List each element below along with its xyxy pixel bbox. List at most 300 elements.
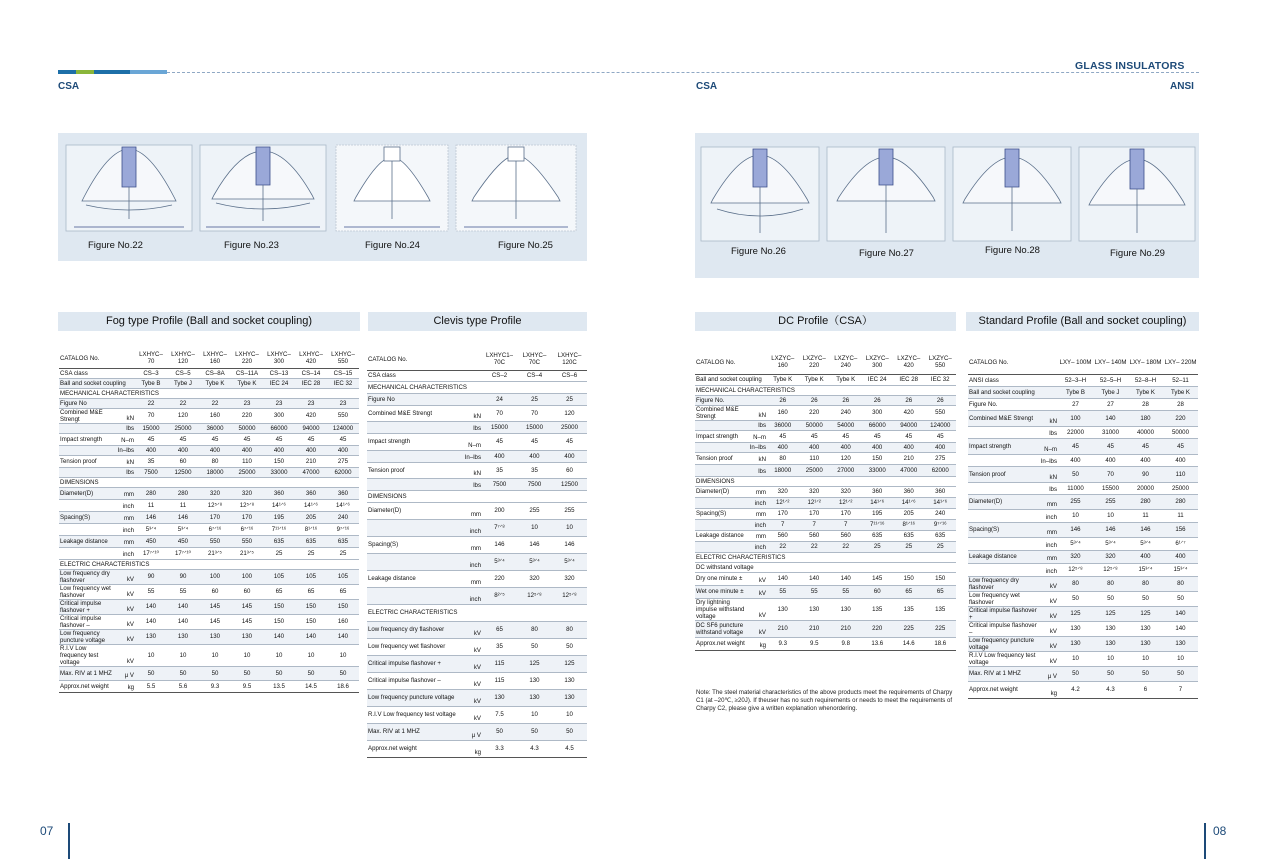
figure-caption: Figure No.28 bbox=[985, 245, 1040, 256]
table-cell: 150 bbox=[925, 572, 957, 585]
table-cell: 23 bbox=[295, 398, 327, 408]
table-cell: 22 bbox=[830, 541, 862, 552]
table-row bbox=[367, 478, 587, 490]
table-row bbox=[695, 572, 956, 585]
table-cell: 25 bbox=[263, 547, 295, 559]
table-row bbox=[59, 487, 359, 499]
row-label bbox=[695, 598, 767, 620]
table-cell: 140 bbox=[1163, 621, 1198, 636]
row-label-text: R.I.V Low frequency test voltage bbox=[969, 651, 1036, 666]
table-cell: 12⁵ᐟ⁸ bbox=[517, 587, 552, 604]
table-cell: 54000 bbox=[830, 420, 862, 430]
table-cell: 130 bbox=[517, 672, 552, 689]
unit-label: μ V bbox=[124, 671, 134, 679]
table-cell: IEC 32 bbox=[327, 378, 359, 388]
table-cell: 47000 bbox=[295, 467, 327, 477]
table-cell: 26 bbox=[830, 395, 862, 405]
table-row bbox=[695, 352, 956, 374]
table-cell: 50000 bbox=[231, 423, 263, 433]
row-label-text: Critical impulse flashover + bbox=[60, 599, 102, 614]
unit-label: kN bbox=[473, 412, 481, 420]
table-cell: 400 bbox=[799, 442, 831, 452]
table-cell: 26 bbox=[893, 395, 925, 405]
unit-label: lbs bbox=[126, 468, 134, 476]
table-row bbox=[59, 523, 359, 535]
table-cell: 25 bbox=[552, 393, 587, 405]
unit-label: kV bbox=[1049, 582, 1057, 590]
table-cell: 65 bbox=[295, 584, 327, 599]
table-row bbox=[367, 433, 587, 450]
table-cell: 360 bbox=[263, 487, 295, 499]
table-cell: 400 bbox=[1163, 550, 1198, 563]
table-cell: 400 bbox=[1128, 454, 1163, 466]
row-label bbox=[695, 405, 767, 420]
row-label bbox=[59, 433, 135, 445]
table-cell: 14¹ᐟ⁶ bbox=[295, 499, 327, 511]
table-cell: 400 bbox=[199, 445, 231, 455]
table-row bbox=[367, 706, 587, 723]
table-row bbox=[695, 530, 956, 541]
table-cell: Tybe J bbox=[167, 378, 199, 388]
column-header: LXHYC– 120 bbox=[167, 350, 199, 368]
table-cell: Tybe B bbox=[135, 378, 167, 388]
table-cell: 115 bbox=[482, 655, 517, 672]
table-cell: 50 bbox=[482, 723, 517, 740]
row-label-text: CATALOG No. bbox=[60, 354, 100, 362]
row-label-text: Combined M&E Strengt bbox=[368, 409, 433, 417]
table-cell: 130 bbox=[167, 629, 199, 644]
unit-label: kV bbox=[473, 646, 481, 654]
row-label bbox=[968, 386, 1058, 398]
table-row bbox=[59, 388, 359, 398]
table-cell: 9.8 bbox=[830, 637, 862, 650]
table-cell: CS–11A bbox=[231, 368, 263, 378]
table-cell: 22 bbox=[799, 541, 831, 552]
table-cell: 21³ᐟ⁵ bbox=[199, 547, 231, 559]
unit-label: kV bbox=[126, 657, 134, 665]
table-row bbox=[367, 350, 587, 370]
table-cell: 170 bbox=[830, 508, 862, 519]
table-cell: 80 bbox=[1058, 576, 1093, 591]
unit-label: kV bbox=[473, 697, 481, 705]
unit-label: inch bbox=[469, 595, 481, 603]
table-cell: 450 bbox=[167, 535, 199, 547]
table-cell: 10 bbox=[517, 706, 552, 723]
row-label-text: Figure No bbox=[368, 395, 395, 403]
row-label bbox=[367, 478, 482, 490]
row-label-text: Impact strength bbox=[60, 435, 102, 443]
row-label-text: Low frequency puncture voltage bbox=[969, 636, 1035, 651]
table-row bbox=[695, 620, 956, 637]
row-label-text: Impact strength bbox=[368, 438, 410, 445]
row-label bbox=[367, 433, 482, 450]
table-cell: 12⁵ᐟ⁸ bbox=[552, 587, 587, 604]
table-cell: 66000 bbox=[263, 423, 295, 433]
table-cell: 400 bbox=[1093, 454, 1128, 466]
row-label-text: Low frequency puncture voltage bbox=[60, 629, 106, 644]
table-cell: 18000 bbox=[199, 467, 231, 477]
table-cell: 9.5 bbox=[799, 637, 831, 650]
table-cell: 10 bbox=[1128, 651, 1163, 666]
table-row bbox=[695, 385, 956, 395]
table-cell: 135 bbox=[893, 598, 925, 620]
table-cell: 14¹ᐟ⁶ bbox=[862, 497, 894, 508]
row-label bbox=[59, 614, 135, 629]
table-cell: 90 bbox=[135, 569, 167, 584]
row-label bbox=[59, 467, 135, 477]
table-cell: 65 bbox=[482, 621, 517, 638]
table-cell: 45 bbox=[167, 433, 199, 445]
row-label bbox=[367, 706, 482, 723]
row-label bbox=[367, 638, 482, 655]
table-cell: 9.3 bbox=[199, 680, 231, 692]
table-cell: 7 bbox=[799, 519, 831, 530]
unit-label: inch bbox=[469, 561, 481, 569]
table-cell: 23 bbox=[263, 398, 295, 408]
table-cell: 50 bbox=[1058, 466, 1093, 482]
table-cell: 52–3–H bbox=[1058, 374, 1093, 386]
table-row bbox=[59, 584, 359, 599]
row-label bbox=[59, 378, 135, 388]
table-cell: 10 bbox=[231, 644, 263, 666]
standard-profile-title: Standard Profile (Ball and socket coupling) bbox=[966, 312, 1199, 331]
unit-label: inch bbox=[754, 543, 766, 551]
table-cell: 45 bbox=[1093, 438, 1128, 454]
table-cell: 6⁷ᐟ¹⁶ bbox=[199, 523, 231, 535]
unit-label: kg bbox=[759, 641, 766, 649]
row-label bbox=[968, 576, 1058, 591]
table-cell: 170 bbox=[767, 508, 799, 519]
table-cell: 280 bbox=[167, 487, 199, 499]
row-label-text: Figure No bbox=[60, 399, 87, 407]
table-cell: 125 bbox=[552, 655, 587, 672]
table-cell: 14¹ᐟ⁶ bbox=[925, 497, 957, 508]
unit-label: kV bbox=[758, 611, 766, 619]
table-row bbox=[367, 462, 587, 478]
row-label-text: R.I.V Low frequency test voltage bbox=[60, 644, 99, 666]
table-cell: 420 bbox=[295, 408, 327, 423]
row-label bbox=[59, 547, 135, 559]
row-label-text: Diameter(D) bbox=[368, 507, 402, 514]
table-cell: 400 bbox=[135, 445, 167, 455]
row-label bbox=[968, 651, 1058, 666]
row-label-text: Dry one minute ± bbox=[696, 575, 743, 582]
row-label-text: CSA class bbox=[368, 372, 396, 379]
table-cell: 45 bbox=[231, 433, 263, 445]
row-label-text: Low frequency dry flashover bbox=[368, 626, 445, 633]
table-cell: 240 bbox=[925, 508, 957, 519]
table-cell: 50 bbox=[327, 666, 359, 680]
header-color-bar bbox=[58, 70, 167, 74]
table-cell: 80 bbox=[767, 452, 799, 464]
row-label-text: Impact strength bbox=[969, 442, 1011, 450]
table-cell: 45 bbox=[799, 430, 831, 442]
table-cell: 52–5–H bbox=[1093, 374, 1128, 386]
table-cell: 10 bbox=[135, 644, 167, 666]
table-cell: 50 bbox=[199, 666, 231, 680]
table-cell: 7.5 bbox=[482, 706, 517, 723]
table-row bbox=[367, 553, 587, 570]
unit-label: lbs bbox=[758, 421, 766, 429]
table-cell: 124000 bbox=[327, 423, 359, 433]
unit-label: kV bbox=[758, 589, 766, 597]
unit-label: kV bbox=[126, 605, 134, 613]
row-label bbox=[968, 563, 1058, 576]
table-cell: 5³ᐟ⁴ bbox=[1058, 537, 1093, 550]
row-label bbox=[59, 666, 135, 680]
unit-label: lbs bbox=[126, 424, 134, 432]
row-label bbox=[968, 410, 1058, 426]
table-cell: 80 bbox=[517, 621, 552, 638]
table-row bbox=[695, 452, 956, 464]
table-cell: 210 bbox=[830, 620, 862, 637]
table-cell: 280 bbox=[1128, 494, 1163, 509]
table-cell: CS–15 bbox=[327, 368, 359, 378]
table-cell: CS–4 bbox=[517, 370, 552, 381]
table-cell: 140 bbox=[135, 599, 167, 614]
row-label bbox=[367, 689, 482, 706]
row-label-text: Tension proof bbox=[969, 470, 1006, 478]
table-cell: 5³ᐟ⁴ bbox=[1093, 537, 1128, 550]
row-label bbox=[968, 550, 1058, 563]
row-label-text: Figure No. bbox=[969, 400, 998, 408]
unit-label: kV bbox=[473, 629, 481, 637]
table-cell: 150 bbox=[263, 614, 295, 629]
table-cell: 240 bbox=[327, 511, 359, 523]
table-cell: 9⁷ᐟ¹⁶ bbox=[925, 519, 957, 530]
row-label bbox=[968, 438, 1058, 454]
column-header: LXHYC– 300 bbox=[263, 350, 295, 368]
page-bar-right bbox=[1204, 823, 1206, 859]
table-cell: 5³ᐟ⁴ bbox=[517, 553, 552, 570]
unit-label: kg bbox=[1050, 689, 1057, 697]
unit-label: kV bbox=[758, 628, 766, 636]
table-row bbox=[968, 651, 1198, 666]
row-label-text: Spacing(S) bbox=[969, 526, 1000, 533]
row-label-text: Max. RIV at 1 MHZ bbox=[969, 670, 1021, 677]
row-label bbox=[968, 606, 1058, 621]
table-row bbox=[695, 562, 956, 572]
table-cell: 94000 bbox=[295, 423, 327, 433]
table-cell: 275 bbox=[327, 455, 359, 467]
table-cell: 5.5 bbox=[135, 680, 167, 692]
table-cell: CS–8A bbox=[199, 368, 231, 378]
table-cell: 26 bbox=[767, 395, 799, 405]
table-cell: 4.3 bbox=[1093, 681, 1128, 698]
table-row bbox=[59, 559, 359, 569]
table-cell: 145 bbox=[199, 599, 231, 614]
table-cell: 7500 bbox=[135, 467, 167, 477]
column-header: LXY– 100M bbox=[1058, 352, 1093, 374]
unit-label: kV bbox=[758, 576, 766, 584]
table-cell: 140 bbox=[295, 629, 327, 644]
table-cell: 80 bbox=[199, 455, 231, 467]
table-row bbox=[968, 454, 1198, 466]
table-cell: 60 bbox=[552, 462, 587, 478]
row-label bbox=[968, 494, 1058, 509]
table-cell: 156 bbox=[1163, 522, 1198, 537]
table-cell: 50 bbox=[1093, 666, 1128, 681]
table-cell: 400 bbox=[327, 445, 359, 455]
table-cell: Tybe B bbox=[1058, 386, 1093, 398]
table-cell: 52–8–H bbox=[1128, 374, 1163, 386]
table-cell: 160 bbox=[767, 405, 799, 420]
table-cell: 50 bbox=[1093, 591, 1128, 606]
table-row bbox=[59, 433, 359, 445]
unit-label: mm bbox=[470, 578, 481, 586]
unit-label: N–m bbox=[468, 441, 481, 449]
unit-label: lbs bbox=[473, 424, 481, 432]
row-label-text: Dry lightning impulse withstand voltage bbox=[696, 598, 745, 620]
row-label bbox=[367, 740, 482, 757]
table-cell: 22 bbox=[135, 398, 167, 408]
table-cell: 550 bbox=[327, 408, 359, 423]
row-label-text: Max. RIV at 1 MHZ bbox=[368, 728, 420, 735]
table-row bbox=[59, 680, 359, 692]
figure-caption: Figure No.22 bbox=[88, 240, 143, 251]
table-cell: 360 bbox=[893, 486, 925, 497]
row-label-text: Diameter(D) bbox=[60, 489, 94, 497]
table-row bbox=[968, 509, 1198, 522]
table-row bbox=[695, 541, 956, 552]
figure-panel-left bbox=[58, 133, 587, 261]
table-cell: 120 bbox=[167, 408, 199, 423]
table-row bbox=[367, 450, 587, 462]
row-label bbox=[695, 497, 767, 508]
table-cell: 10 bbox=[1093, 651, 1128, 666]
table-cell: 150 bbox=[295, 599, 327, 614]
row-label-text: Critical impulse flashover + bbox=[969, 606, 1037, 621]
table-cell: 23 bbox=[327, 398, 359, 408]
table-cell: 400 bbox=[862, 442, 894, 452]
table-cell: 14¹ᐟ⁶ bbox=[893, 497, 925, 508]
row-label bbox=[59, 680, 135, 692]
table-cell: 150 bbox=[263, 455, 295, 467]
row-label-text: ANSI class bbox=[969, 376, 999, 384]
table-cell: 15000 bbox=[517, 421, 552, 433]
table-cell: 635 bbox=[263, 535, 295, 547]
table-cell: 25000 bbox=[1163, 482, 1198, 494]
table-cell: CS–13 bbox=[263, 368, 295, 378]
table-cell: CS–5 bbox=[167, 368, 199, 378]
table-row bbox=[695, 442, 956, 452]
table-cell: 12¹ᐟ² bbox=[799, 497, 831, 508]
row-label-text: Tension proof bbox=[368, 466, 405, 474]
row-label bbox=[968, 466, 1058, 482]
section-heading: MECHANICAL CHARACTERISTICS bbox=[367, 381, 587, 393]
row-label bbox=[59, 368, 135, 378]
table-cell: 50 bbox=[1163, 666, 1198, 681]
table-cell: 400 bbox=[925, 442, 957, 452]
table-cell: 25000 bbox=[552, 421, 587, 433]
table-cell: 225 bbox=[893, 620, 925, 637]
table-cell: 320 bbox=[1058, 550, 1093, 563]
table-cell: 50 bbox=[1058, 591, 1093, 606]
table-cell: 45 bbox=[893, 430, 925, 442]
table-row bbox=[695, 598, 956, 620]
table-cell: 35 bbox=[517, 462, 552, 478]
row-label-text: Spacing(S) bbox=[368, 541, 399, 548]
unit-label: kg bbox=[127, 683, 134, 691]
table-cell: 220 bbox=[1163, 410, 1198, 426]
table-row bbox=[367, 536, 587, 553]
table-row bbox=[367, 405, 587, 421]
table-row bbox=[695, 552, 956, 562]
table-cell: 320 bbox=[799, 486, 831, 497]
table-cell: 10 bbox=[167, 644, 199, 666]
table-cell: 635 bbox=[925, 530, 957, 541]
table-row bbox=[968, 563, 1198, 576]
unit-label: lbs bbox=[1049, 485, 1057, 493]
table-cell: 210 bbox=[767, 620, 799, 637]
table-cell: 146 bbox=[517, 536, 552, 553]
section-heading: DIMENSIONS bbox=[59, 477, 359, 487]
table-cell: 635 bbox=[893, 530, 925, 541]
table-cell: 60 bbox=[231, 584, 263, 599]
table-cell: 45 bbox=[1128, 438, 1163, 454]
fog-profile-table bbox=[59, 350, 359, 693]
table-cell: 280 bbox=[135, 487, 167, 499]
page-title: GLASS INSULATORS bbox=[1075, 60, 1185, 72]
column-header: LXHYC– 70 bbox=[135, 350, 167, 368]
table-cell: 360 bbox=[295, 487, 327, 499]
table-cell: 110 bbox=[1163, 466, 1198, 482]
table-row bbox=[968, 466, 1198, 482]
mid-standard-code: CSA bbox=[696, 81, 718, 92]
table-cell: 150 bbox=[893, 572, 925, 585]
column-header: LXHYC– 220 bbox=[231, 350, 263, 368]
table-cell: 55 bbox=[167, 584, 199, 599]
unit-label: inch bbox=[1045, 513, 1057, 521]
unit-label: mm bbox=[755, 488, 766, 496]
row-label bbox=[695, 395, 767, 405]
table-cell: 140 bbox=[1163, 606, 1198, 621]
column-header: LXHYC– 550 bbox=[327, 350, 359, 368]
table-row bbox=[968, 591, 1198, 606]
table-cell: 10 bbox=[199, 644, 231, 666]
row-label-text: Leakage distance bbox=[368, 575, 416, 582]
table-cell: 50 bbox=[517, 638, 552, 655]
table-row bbox=[968, 438, 1198, 454]
unit-label: inch bbox=[122, 502, 134, 510]
table-cell: 50 bbox=[517, 723, 552, 740]
row-label bbox=[367, 405, 482, 421]
table-cell: 140 bbox=[135, 614, 167, 629]
table-cell: 50 bbox=[263, 666, 295, 680]
row-label bbox=[59, 445, 135, 455]
table-row bbox=[59, 477, 359, 487]
row-label bbox=[367, 421, 482, 433]
table-cell: 14¹ᐟ⁶ bbox=[327, 499, 359, 511]
table-cell: 66000 bbox=[862, 420, 894, 430]
table-cell: 80 bbox=[552, 621, 587, 638]
table-cell: 70 bbox=[517, 405, 552, 421]
table-cell: CS–2 bbox=[482, 370, 517, 381]
table-cell: 14¹ᐟ⁶ bbox=[263, 499, 295, 511]
row-label-text: Figure No. bbox=[696, 396, 725, 404]
table-row bbox=[59, 398, 359, 408]
table-cell: 420 bbox=[893, 405, 925, 420]
unit-label: kV bbox=[126, 575, 134, 583]
table-cell: 25 bbox=[893, 541, 925, 552]
table-cell: 635 bbox=[327, 535, 359, 547]
table-cell: 7¹¹ᐟ¹⁶ bbox=[862, 519, 894, 530]
unit-label: inch bbox=[469, 527, 481, 535]
table-cell: 240 bbox=[830, 405, 862, 420]
row-label-text: Wet one minute ± bbox=[696, 588, 744, 595]
table-cell: 255 bbox=[1093, 494, 1128, 509]
section-heading: DIMENSIONS bbox=[695, 476, 956, 486]
